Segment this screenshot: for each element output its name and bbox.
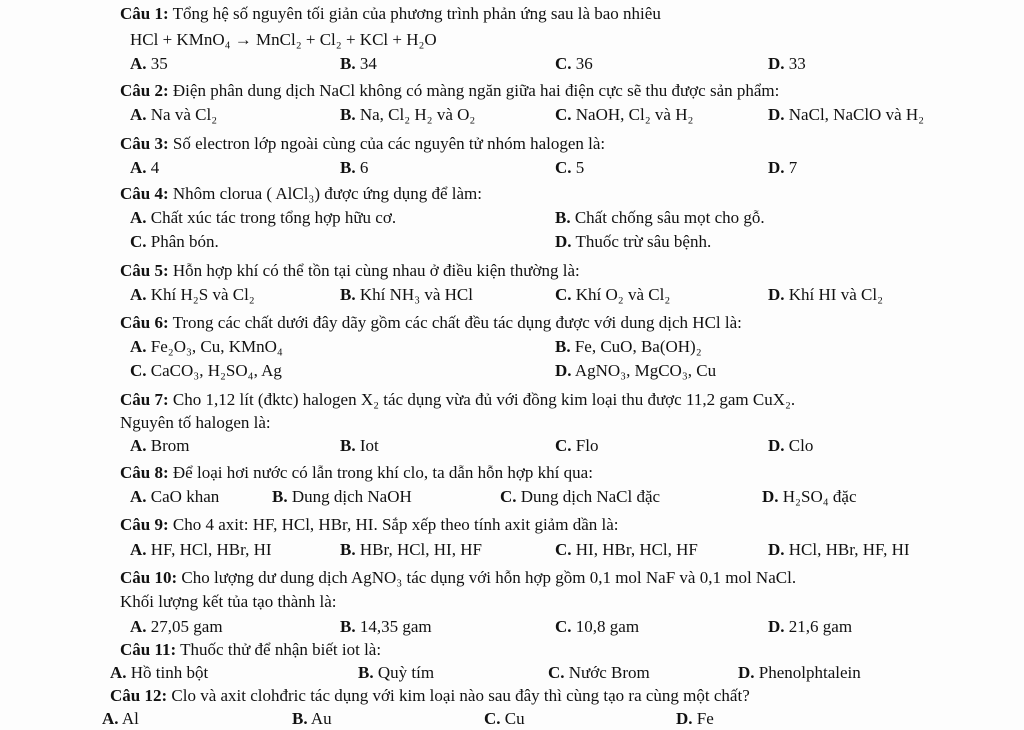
- option-letter: D.: [768, 285, 785, 304]
- option-letter: B.: [272, 487, 288, 506]
- option-a: [130, 487, 219, 507]
- option-letter: A.: [130, 105, 147, 124]
- question-number: Câu 9:: [120, 515, 169, 534]
- option-b: [292, 709, 332, 729]
- option-c: [555, 158, 584, 178]
- option-text: HCl, HBr, HF, HI: [788, 540, 910, 559]
- option-a: [130, 105, 217, 125]
- option-text: Fe₂O₃, Cu, KMnO₄: [150, 337, 283, 356]
- option-text: Flo: [575, 436, 599, 455]
- option-text: 33: [788, 54, 806, 73]
- question-10-continuation: Khối lượng kết tủa tạo thành là:: [120, 592, 337, 611]
- option-letter: A.: [130, 208, 147, 227]
- option-letter: D.: [768, 436, 785, 455]
- option-letter: A.: [130, 54, 147, 73]
- option-letter: A.: [110, 663, 127, 682]
- option-text: 36: [575, 54, 593, 73]
- question-text: Cho 4 axit: HF, HCl, HBr, HI. Sắp xếp theo tính axit giảm dần là:: [172, 515, 619, 534]
- question-4: [120, 184, 482, 204]
- option-d: [768, 436, 813, 456]
- option-d: [768, 540, 910, 560]
- option-d: [768, 54, 806, 74]
- question-text: Cho lượng dư dung dịch AgNO₃ tác dụng với hỗn hợp gồm 0,1 mol NaF và 0,1 mol NaCl.: [181, 568, 797, 587]
- option-text: Khí NH₃ và HCl: [359, 285, 473, 304]
- option-text: Iot: [359, 436, 379, 455]
- option-letter: B.: [292, 709, 308, 728]
- option-letter: B.: [340, 285, 356, 304]
- question-number: Câu 5:: [120, 261, 169, 280]
- option-letter: C.: [500, 487, 517, 506]
- question-11: [120, 640, 381, 660]
- option-b: [340, 158, 368, 178]
- option-letter: C.: [555, 540, 572, 559]
- option-text: 10,8 gam: [575, 617, 640, 636]
- option-d: [676, 709, 714, 729]
- option-text: Hồ tinh bột: [130, 663, 209, 682]
- question-text: Hỗn hợp khí có thể tồn tại cùng nhau ở điều kiện thường là:: [172, 261, 580, 280]
- option-text: CaO khan: [150, 487, 220, 506]
- option-b: [340, 54, 377, 74]
- option-b: [340, 285, 473, 305]
- option-b: [340, 540, 482, 560]
- option-letter: C.: [130, 361, 147, 380]
- option-letter: B.: [340, 105, 356, 124]
- option-text: CaCO₃, H₂SO₄, Ag: [150, 361, 282, 380]
- option-letter: C.: [548, 663, 565, 682]
- question-9: [120, 515, 618, 535]
- question-text: Tổng hệ số nguyên tối giản của phương trình phản ứng sau là bao nhiêu: [172, 4, 661, 23]
- option-letter: A.: [102, 709, 119, 728]
- option-letter: C.: [555, 105, 572, 124]
- question-number: Câu 1:: [120, 4, 169, 23]
- question-text: Thuốc thử để nhận biết iot là:: [180, 640, 382, 659]
- option-letter: C.: [555, 436, 572, 455]
- option-letter: D.: [555, 232, 572, 251]
- option-text: Clo: [788, 436, 814, 455]
- option-text: Thuốc trừ sâu bệnh.: [575, 232, 712, 251]
- option-letter: A.: [130, 337, 147, 356]
- option-text: 34: [359, 54, 377, 73]
- option-letter: D.: [768, 54, 785, 73]
- option-text: Brom: [150, 436, 190, 455]
- option-c: [555, 436, 598, 456]
- option-text: Na và Cl₂: [150, 105, 218, 124]
- option-a: [130, 208, 396, 228]
- option-letter: B.: [358, 663, 374, 682]
- question-2: [120, 81, 779, 101]
- reaction-equation: HCl + KMnO₄ → MnCl₂ + Cl₂ + KCl + H₂O: [130, 30, 437, 49]
- question-number: Câu 3:: [120, 134, 169, 153]
- question-7: [120, 390, 795, 410]
- question-number: Câu 2:: [120, 81, 169, 100]
- option-text: Chất chống sâu mọt cho gỗ.: [574, 208, 765, 227]
- option-letter: C.: [555, 617, 572, 636]
- option-letter: A.: [130, 285, 147, 304]
- option-letter: D.: [676, 709, 693, 728]
- question-text: Điện phân dung dịch NaCl không có màng ngăn giữa hai điện cực sẽ thu được sản phẩm:: [172, 81, 780, 100]
- option-letter: B.: [340, 158, 356, 177]
- question-5: [120, 261, 580, 281]
- question-text: Cho 1,12 lít (đktc) halogen X₂ tác dụng vừa đủ với đồng kim loại thu được 11,2 gam CuX₂.: [172, 390, 796, 409]
- option-a: [130, 617, 223, 637]
- option-d: [768, 105, 924, 125]
- option-d: [768, 158, 797, 178]
- option-d: [555, 361, 716, 381]
- option-c: [555, 540, 698, 560]
- option-letter: D.: [768, 617, 785, 636]
- option-a: [130, 540, 272, 560]
- option-a: [130, 54, 168, 74]
- option-text: Phenolphtalein: [758, 663, 861, 682]
- option-text: Fe, CuO, Ba(OH)₂: [574, 337, 702, 356]
- option-letter: C.: [130, 232, 147, 251]
- question-number: Câu 8:: [120, 463, 169, 482]
- option-text: HBr, HCl, HI, HF: [359, 540, 482, 559]
- option-c: [484, 709, 525, 729]
- question-text: Để loại hơi nước có lẫn trong khí clo, ta dẫn hỗn hợp khí qua:: [172, 463, 593, 482]
- option-text: NaOH, Cl₂ và H₂: [575, 105, 694, 124]
- option-letter: B.: [555, 337, 571, 356]
- option-text: Dung dịch NaCl đặc: [520, 487, 661, 506]
- option-letter: B.: [340, 617, 356, 636]
- option-c: [500, 487, 660, 507]
- option-letter: A.: [130, 540, 147, 559]
- option-letter: C.: [555, 158, 572, 177]
- option-c: [130, 232, 219, 252]
- option-letter: C.: [555, 285, 572, 304]
- question-text: Số electron lớp ngoài cùng của các nguyên tử nhóm halogen là:: [172, 134, 606, 153]
- option-b: [340, 105, 475, 125]
- option-text: Au: [310, 709, 332, 728]
- option-letter: A.: [130, 487, 147, 506]
- question-12: [110, 686, 750, 706]
- option-letter: D.: [555, 361, 572, 380]
- option-letter: D.: [762, 487, 779, 506]
- option-text: Cu: [504, 709, 525, 728]
- option-text: AgNO₃, MgCO₃, Cu: [574, 361, 717, 380]
- option-letter: B.: [340, 540, 356, 559]
- option-d: [555, 232, 711, 252]
- option-letter: D.: [738, 663, 755, 682]
- question-7-continuation: Nguyên tố halogen là:: [120, 413, 271, 432]
- option-text: H₂SO₄ đặc: [782, 487, 857, 506]
- option-text: Nước Brom: [568, 663, 650, 682]
- question-number: Câu 11:: [120, 640, 177, 659]
- question-10: [120, 568, 796, 588]
- question-number: Câu 12:: [110, 686, 168, 705]
- option-c: [130, 361, 282, 381]
- option-text: 21,6 gam: [788, 617, 853, 636]
- option-a: [130, 337, 283, 357]
- option-text: NaCl, NaClO và H₂: [788, 105, 925, 124]
- option-text: Fe: [696, 709, 714, 728]
- question-6: [120, 313, 742, 333]
- option-c: [548, 663, 650, 683]
- option-text: Chất xúc tác trong tổng hợp hữu cơ.: [150, 208, 397, 227]
- option-a: [130, 285, 255, 305]
- option-letter: B.: [555, 208, 571, 227]
- option-letter: C.: [484, 709, 501, 728]
- option-a: [130, 436, 190, 456]
- option-d: [738, 663, 861, 683]
- option-text: 14,35 gam: [359, 617, 432, 636]
- option-d: [768, 617, 852, 637]
- question-text: Nhôm clorua ( AlCl₃) được ứng dụng để làm:: [172, 184, 482, 203]
- question-text: Clo và axit clohđric tác dụng với kim loại nào sau đây thì cùng tạo ra cùng một chất?: [171, 686, 750, 705]
- option-d: [762, 487, 856, 507]
- option-b: [555, 208, 765, 228]
- option-letter: A.: [130, 158, 147, 177]
- option-a: [102, 709, 139, 729]
- question-number: Câu 4:: [120, 184, 169, 203]
- option-letter: B.: [340, 54, 356, 73]
- option-text: 35: [150, 54, 168, 73]
- option-c: [555, 617, 639, 637]
- option-text: Khí HI và Cl₂: [788, 285, 884, 304]
- option-text: 5: [575, 158, 585, 177]
- option-text: 7: [788, 158, 798, 177]
- option-c: [555, 285, 670, 305]
- option-text: HF, HCl, HBr, HI: [150, 540, 272, 559]
- option-a: [110, 663, 208, 683]
- option-b: [555, 337, 702, 357]
- option-text: Khí O₂ và Cl₂: [575, 285, 671, 304]
- option-c: [555, 105, 693, 125]
- option-b: [358, 663, 434, 683]
- option-text: Phân bón.: [150, 232, 219, 251]
- option-text: Quỳ tím: [377, 663, 435, 682]
- option-letter: A.: [130, 617, 147, 636]
- question-3: [120, 134, 605, 154]
- option-text: Dung dịch NaOH: [291, 487, 412, 506]
- option-letter: A.: [130, 436, 147, 455]
- option-a: [130, 158, 159, 178]
- question-8: [120, 463, 593, 483]
- option-letter: D.: [768, 540, 785, 559]
- option-d: [768, 285, 883, 305]
- option-b: [272, 487, 412, 507]
- option-b: [340, 617, 432, 637]
- option-text: Khí H₂S và Cl₂: [150, 285, 255, 304]
- option-b: [340, 436, 379, 456]
- option-text: Al: [121, 709, 139, 728]
- option-letter: D.: [768, 105, 785, 124]
- question-number: Câu 6:: [120, 313, 169, 332]
- question-text: Trong các chất dưới đây dãy gồm các chất đều tác dụng được với dung dịch HCl là:: [172, 313, 742, 332]
- question-number: Câu 7:: [120, 390, 169, 409]
- option-text: 27,05 gam: [150, 617, 223, 636]
- option-text: 4: [150, 158, 160, 177]
- question-number: Câu 10:: [120, 568, 178, 587]
- question-1: [120, 4, 661, 24]
- option-text: HI, HBr, HCl, HF: [575, 540, 698, 559]
- option-letter: B.: [340, 436, 356, 455]
- option-c: [555, 54, 593, 74]
- option-letter: C.: [555, 54, 572, 73]
- option-text: Na, Cl₂ H₂ và O₂: [359, 105, 476, 124]
- option-letter: D.: [768, 158, 785, 177]
- option-text: 6: [359, 158, 369, 177]
